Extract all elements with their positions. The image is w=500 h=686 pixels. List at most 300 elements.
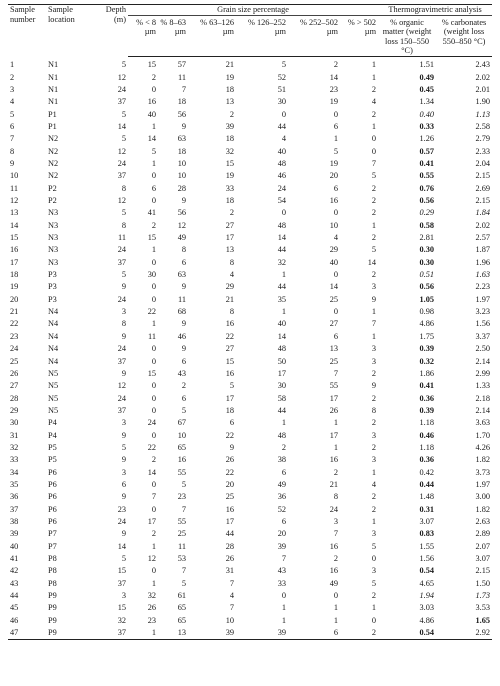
table-body <box>8 56 492 639</box>
cell-depth: 15 <box>117 603 126 613</box>
cell-grain-6: 2 <box>371 368 377 378</box>
cell-grain-1: 7 <box>151 492 156 502</box>
cell-grain-4: 35 <box>277 294 286 304</box>
cell-sample-location: N3 <box>48 208 59 218</box>
cell-grain-2: 61 <box>177 591 186 601</box>
cell-sample-number: 46 <box>10 615 19 625</box>
cell-sample-number: 10 <box>10 171 19 181</box>
table-row <box>8 219 492 231</box>
cell-grain-4: 4 <box>281 134 286 144</box>
table-row <box>8 540 492 552</box>
header-grain-col-1: % < 8 µm <box>128 15 158 56</box>
cell-sample-location: P6 <box>48 516 57 526</box>
cell-grain-3: 8 <box>229 257 234 267</box>
cell-grain-1: 2 <box>151 72 156 82</box>
cell-depth: 37 <box>98 626 128 639</box>
cell-grain-6: 1 <box>371 60 377 70</box>
cell-grain-3: 18 <box>225 134 234 144</box>
table-row <box>8 367 492 379</box>
cell-organic-matter: 0.54 <box>419 566 435 576</box>
cell-grain-3: 32 <box>225 146 234 156</box>
table-row <box>8 157 492 169</box>
cell-sample-number: 34 <box>10 467 19 477</box>
cell-grain-5: 6 <box>333 183 338 193</box>
cell-grain-2: 6 <box>181 356 186 366</box>
cell-organic-matter: 1.51 <box>419 60 435 70</box>
cell-grain-1: 0 <box>151 171 156 181</box>
cell-sample-number: 29 <box>10 405 19 415</box>
cell-grain-3: 26 <box>225 455 234 465</box>
cell-grain-2: 8 <box>181 245 186 255</box>
cell-carbonates: 3.23 <box>475 307 491 317</box>
cell-organic-matter: 0.29 <box>419 208 435 218</box>
table-row <box>8 56 492 71</box>
cell-grain-2: 10 <box>177 159 186 169</box>
cell-grain-5: 1 <box>333 615 338 625</box>
cell-grain-3: 17 <box>225 393 234 403</box>
cell-grain-6: 0 <box>371 615 377 625</box>
cell-grain-3: 7 <box>229 603 234 613</box>
cell-grain-1: 0 <box>151 282 156 292</box>
cell-grain-3: 18 <box>225 405 234 415</box>
cell-sample-number: 15 <box>10 233 19 243</box>
cell-organic-matter: 0.56 <box>419 196 435 206</box>
cell-grain-4: 14 <box>277 331 286 341</box>
cell-sample-number: 19 <box>10 282 19 292</box>
table-row <box>8 404 492 416</box>
header-grain-col-4: % 126–252 µm <box>236 15 288 56</box>
table-row <box>8 133 492 145</box>
cell-sample-location: P9 <box>48 591 57 601</box>
cell-grain-3: 44 <box>225 529 234 539</box>
cell-sample-number: 14 <box>10 220 19 230</box>
cell-depth: 5 <box>121 442 126 452</box>
cell-carbonates: 2.14 <box>475 405 491 415</box>
cell-grain-3: 13 <box>225 245 234 255</box>
cell-grain-2: 63 <box>177 134 186 144</box>
cell-grain-2: 7 <box>181 504 186 514</box>
cell-sample-location: P2 <box>48 183 57 193</box>
cell-sample-location: P5 <box>48 442 57 452</box>
cell-sample-location: P7 <box>48 541 57 551</box>
cell-sample-number: 11 <box>10 183 18 193</box>
table-row <box>8 626 492 639</box>
cell-sample-location: N1 <box>48 72 59 82</box>
cell-organic-matter: 0.76 <box>419 183 435 193</box>
cell-depth: 9 <box>121 492 126 502</box>
cell-grain-1: 2 <box>151 529 156 539</box>
cell-organic-matter: 0.51 <box>419 270 435 280</box>
cell-grain-4: 5 <box>281 60 286 70</box>
cell-grain-1: 11 <box>148 331 156 341</box>
cell-organic-matter: 0.32 <box>419 356 435 366</box>
cell-grain-2: 6 <box>181 393 186 403</box>
cell-grain-3: 6 <box>229 418 234 428</box>
cell-grain-5: 17 <box>329 430 338 440</box>
cell-grain-1: 41 <box>147 208 156 218</box>
cell-sample-location: P6 <box>48 467 57 477</box>
cell-grain-4: 51 <box>277 84 286 94</box>
cell-grain-4: 44 <box>277 245 286 255</box>
cell-sample-number: 1 <box>10 60 15 70</box>
table-row <box>8 478 492 490</box>
cell-organic-matter: 1.94 <box>419 591 435 601</box>
cell-grain-6: 5 <box>371 578 377 588</box>
table-row <box>8 614 492 626</box>
cell-grain-4: 33 <box>277 578 286 588</box>
cell-carbonates: 2.14 <box>475 356 491 366</box>
cell-grain-1: 17 <box>147 516 156 526</box>
cell-depth: 23 <box>117 504 126 514</box>
cell-grain-1: 1 <box>151 245 156 255</box>
cell-sample-number: 26 <box>10 368 19 378</box>
cell-carbonates: 1.13 <box>475 109 491 119</box>
cell-grain-5: 6 <box>333 121 338 131</box>
cell-grain-6: 2 <box>371 183 377 193</box>
cell-carbonates: 2.63 <box>475 516 491 526</box>
cell-grain-4: 2 <box>281 442 286 452</box>
cell-grain-3: 18 <box>225 196 234 206</box>
cell-grain-2: 55 <box>177 467 186 477</box>
cell-organic-matter: 4.65 <box>419 578 435 588</box>
cell-grain-5: 21 <box>329 479 338 489</box>
cell-grain-3: 7 <box>229 578 234 588</box>
cell-grain-2: 67 <box>177 418 186 428</box>
cell-sample-location: N1 <box>48 84 59 94</box>
cell-grain-2: 25 <box>177 529 186 539</box>
cell-sample-location: N3 <box>48 220 59 230</box>
table-row <box>8 380 492 392</box>
cell-sample-location: N4 <box>48 344 59 354</box>
header-grain-size-group: Grain size percentage <box>128 5 378 16</box>
cell-grain-6: 7 <box>371 159 377 169</box>
cell-sample-number: 25 <box>10 356 19 366</box>
cell-depth: 24 <box>117 294 126 304</box>
cell-grain-2: 10 <box>177 171 186 181</box>
table-row <box>8 392 492 404</box>
cell-sample-number: 39 <box>10 529 19 539</box>
cell-organic-matter: 0.30 <box>419 257 435 267</box>
cell-carbonates: 2.18 <box>475 393 491 403</box>
cell-grain-3: 20 <box>225 479 234 489</box>
cell-grain-5: 26 <box>329 405 338 415</box>
table-row <box>8 281 492 293</box>
cell-organic-matter: 0.46 <box>419 430 435 440</box>
cell-grain-3: 2 <box>229 109 234 119</box>
cell-grain-3: 17 <box>225 516 234 526</box>
table-row <box>8 417 492 429</box>
cell-grain-1: 0 <box>151 257 156 267</box>
cell-grain-4: 48 <box>277 344 286 354</box>
cell-carbonates: 1.63 <box>475 270 491 280</box>
cell-sample-number: 13 <box>10 208 19 218</box>
cell-grain-6: 5 <box>371 171 377 181</box>
cell-carbonates: 2.02 <box>475 72 491 82</box>
cell-carbonates: 1.70 <box>475 430 491 440</box>
cell-grain-2: 9 <box>181 121 186 131</box>
cell-grain-2: 18 <box>177 146 186 156</box>
cell-grain-5: 23 <box>329 84 338 94</box>
cell-grain-6: 8 <box>371 405 377 415</box>
cell-grain-2: 9 <box>181 344 186 354</box>
cell-grain-6: 0 <box>371 554 377 564</box>
cell-grain-1: 40 <box>147 109 156 119</box>
cell-sample-location: N5 <box>48 393 59 403</box>
cell-sample-location: P8 <box>48 554 57 564</box>
cell-grain-5: 2 <box>333 60 338 70</box>
cell-grain-2: 43 <box>177 368 186 378</box>
cell-carbonates: 1.96 <box>475 257 491 267</box>
cell-grain-6: 3 <box>371 356 377 366</box>
cell-sample-number: 36 <box>10 492 19 502</box>
cell-grain-3: 22 <box>225 331 234 341</box>
cell-carbonates: 2.89 <box>475 529 491 539</box>
cell-grain-5: 2 <box>333 554 338 564</box>
cell-carbonates: 2.58 <box>475 121 491 131</box>
cell-depth: 14 <box>117 121 126 131</box>
cell-grain-5: 19 <box>329 97 338 107</box>
cell-grain-6: 1 <box>371 516 377 526</box>
cell-grain-1: 0 <box>151 430 156 440</box>
cell-grain-4: 1 <box>281 418 286 428</box>
cell-sample-location: N4 <box>48 319 59 329</box>
cell-grain-6: 2 <box>371 393 377 403</box>
cell-grain-1: 0 <box>151 344 156 354</box>
cell-sample-location: P4 <box>48 430 57 440</box>
cell-organic-matter: 0.49 <box>419 72 435 82</box>
cell-grain-5: 55 <box>329 381 338 391</box>
cell-grain-4: 7 <box>281 554 286 564</box>
cell-organic-matter: 0.83 <box>419 529 435 539</box>
table-row <box>8 355 492 367</box>
cell-depth: 9 <box>121 455 126 465</box>
cell-grain-6: 1 <box>371 72 377 82</box>
table-header <box>8 5 492 57</box>
cell-grain-3: 26 <box>225 554 234 564</box>
cell-grain-4: 43 <box>277 566 286 576</box>
cell-depth: 15 <box>117 566 126 576</box>
cell-depth: 5 <box>121 60 126 70</box>
table-row <box>8 318 492 330</box>
cell-carbonates: 2.15 <box>475 566 491 576</box>
cell-depth: 3 <box>121 307 126 317</box>
cell-carbonates: 2.23 <box>475 282 491 292</box>
cell-carbonates: 1.73 <box>475 591 491 601</box>
cell-grain-4: 48 <box>277 430 286 440</box>
cell-grain-2: 10 <box>177 430 186 440</box>
cell-grain-2: 12 <box>177 220 186 230</box>
cell-depth: 12 <box>117 72 126 82</box>
cell-grain-1: 15 <box>147 368 156 378</box>
cell-grain-5: 1 <box>333 134 338 144</box>
header-grain-col-5: % 252–502 µm <box>288 15 340 56</box>
cell-sample-location: N3 <box>48 257 59 267</box>
cell-grain-3: 22 <box>225 430 234 440</box>
cell-grain-2: 2 <box>181 381 186 391</box>
cell-sample-number: 4 <box>10 97 15 107</box>
cell-grain-6: 2 <box>371 504 377 514</box>
cell-sample-location: P9 <box>48 615 57 625</box>
cell-depth: 37 <box>117 257 126 267</box>
cell-grain-3: 27 <box>225 344 234 354</box>
cell-grain-2: 65 <box>177 603 186 613</box>
cell-grain-5: 20 <box>329 171 338 181</box>
cell-grain-1: 12 <box>147 554 156 564</box>
cell-grain-5: 1 <box>333 603 338 613</box>
cell-organic-matter: 0.40 <box>419 109 435 119</box>
cell-grain-2: 57 <box>177 60 186 70</box>
cell-grain-2: 68 <box>177 307 186 317</box>
table-row <box>8 528 492 540</box>
cell-grain-2: 65 <box>177 615 186 625</box>
cell-grain-2: 23 <box>177 492 186 502</box>
cell-sample-location: N3 <box>48 233 59 243</box>
cell-depth: 5 <box>121 134 126 144</box>
cell-sample-location: P7 <box>48 529 57 539</box>
cell-grain-5: 29 <box>329 245 338 255</box>
cell-grain-2: 65 <box>177 442 186 452</box>
table-row <box>8 194 492 206</box>
header-sample-location: Sample location <box>48 5 75 24</box>
cell-grain-3: 5 <box>229 381 234 391</box>
cell-grain-1: 30 <box>147 270 156 280</box>
cell-sample-location: P3 <box>48 270 57 280</box>
cell-depth: 37 <box>117 97 126 107</box>
cell-grain-2: 63 <box>177 270 186 280</box>
cell-organic-matter: 0.31 <box>419 504 435 514</box>
cell-depth: 8 <box>121 220 126 230</box>
cell-depth: 37 <box>117 578 126 588</box>
cell-grain-1: 6 <box>151 183 156 193</box>
cell-grain-6: 1 <box>371 331 377 341</box>
cell-grain-4: 52 <box>277 72 286 82</box>
cell-grain-4: 39 <box>277 541 286 551</box>
cell-organic-matter: 1.18 <box>419 418 435 428</box>
cell-grain-5: 24 <box>329 504 338 514</box>
cell-grain-6: 3 <box>371 455 377 465</box>
cell-grain-4: 48 <box>277 159 286 169</box>
cell-grain-1: 1 <box>151 121 156 131</box>
cell-grain-4: 40 <box>277 146 286 156</box>
cell-carbonates: 2.33 <box>475 146 491 156</box>
cell-grain-1: 14 <box>147 467 156 477</box>
cell-grain-3: 19 <box>225 72 234 82</box>
cell-sample-location: N4 <box>48 331 59 341</box>
cell-grain-4: 46 <box>277 171 286 181</box>
cell-grain-2: 46 <box>177 331 186 341</box>
cell-carbonates: 2.01 <box>475 84 491 94</box>
cell-depth: 5 <box>121 270 126 280</box>
cell-carbonates: 2.79 <box>475 134 491 144</box>
cell-grain-6: 5 <box>371 541 377 551</box>
cell-organic-matter: 1.18 <box>419 442 435 452</box>
cell-grain-6: 2 <box>371 196 377 206</box>
cell-carbonates: 3.00 <box>475 492 491 502</box>
cell-grain-5: 7 <box>333 368 338 378</box>
cell-carbonates: 2.04 <box>475 159 491 169</box>
cell-grain-1: 1 <box>128 626 158 639</box>
cell-grain-5: 0 <box>333 591 338 601</box>
cell-sample-number: 2 <box>10 72 15 82</box>
cell-organic-matter: 0.55 <box>419 171 435 181</box>
cell-grain-1: 0 <box>151 196 156 206</box>
cell-organic-matter: 0.41 <box>419 159 435 169</box>
cell-grain-5: 4 <box>333 233 338 243</box>
cell-carbonates: 2.92 <box>436 626 492 639</box>
cell-grain-6: 1 <box>371 121 377 131</box>
table-row <box>8 256 492 268</box>
cell-grain-2: 11 <box>178 294 186 304</box>
cell-grain-5: 27 <box>329 319 338 329</box>
cell-grain-5: 2 <box>333 467 338 477</box>
cell-sample-number: 21 <box>10 307 19 317</box>
table-row <box>8 83 492 95</box>
cell-organic-matter: 1.34 <box>419 97 435 107</box>
cell-grain-1: 0 <box>151 356 156 366</box>
cell-grain-4: 49 <box>277 479 286 489</box>
cell-sample-location: N5 <box>48 368 59 378</box>
cell-sample-number: 37 <box>10 504 19 514</box>
cell-grain-1: 24 <box>147 418 156 428</box>
cell-sample-number: 28 <box>10 393 19 403</box>
cell-grain-4: 39 <box>236 626 288 639</box>
cell-sample-location: P1 <box>48 109 57 119</box>
cell-depth: 12 <box>117 146 126 156</box>
cell-carbonates: 1.33 <box>475 381 491 391</box>
cell-grain-6: 3 <box>371 282 377 292</box>
cell-sample-number: 27 <box>10 381 19 391</box>
cell-carbonates: 1.97 <box>475 479 491 489</box>
cell-grain-5: 0 <box>333 208 338 218</box>
cell-grain-6: 0 <box>371 134 377 144</box>
cell-grain-5: 14 <box>329 72 338 82</box>
cell-grain-6: 5 <box>371 245 377 255</box>
cell-carbonates: 2.57 <box>475 233 491 243</box>
cell-grain-5: 1 <box>333 418 338 428</box>
cell-organic-matter: 4.86 <box>419 319 435 329</box>
table-row <box>8 231 492 243</box>
cell-carbonates: 3.53 <box>475 603 491 613</box>
cell-grain-3: 17 <box>225 233 234 243</box>
cell-grain-6: 2 <box>371 84 377 94</box>
cell-organic-matter: 0.42 <box>419 467 435 477</box>
cell-grain-4: 0 <box>281 208 286 218</box>
cell-sample-number: 16 <box>10 245 19 255</box>
cell-depth: 3 <box>121 591 126 601</box>
cell-grain-3: 39 <box>225 121 234 131</box>
cell-grain-3: 22 <box>225 467 234 477</box>
cell-organic-matter: 0.57 <box>419 146 435 156</box>
cell-grain-6: 4 <box>371 97 377 107</box>
cell-grain-1: 0 <box>151 381 156 391</box>
cell-grain-5: 25 <box>329 356 338 366</box>
cell-depth: 24 <box>117 393 126 403</box>
cell-grain-3: 31 <box>225 566 234 576</box>
table-row <box>8 71 492 83</box>
cell-sample-location: P6 <box>48 504 57 514</box>
cell-grain-6: 2 <box>371 109 377 119</box>
cell-grain-4: 32 <box>277 257 286 267</box>
table-row <box>8 145 492 157</box>
cell-grain-4: 1 <box>281 307 286 317</box>
cell-grain-1: 15 <box>147 233 156 243</box>
cell-sample-location: P6 <box>48 479 57 489</box>
cell-depth: 9 <box>121 331 126 341</box>
cell-grain-4: 38 <box>277 455 286 465</box>
cell-carbonates: 1.84 <box>475 208 491 218</box>
cell-grain-2: 28 <box>177 183 186 193</box>
cell-grain-2: 11 <box>178 541 186 551</box>
